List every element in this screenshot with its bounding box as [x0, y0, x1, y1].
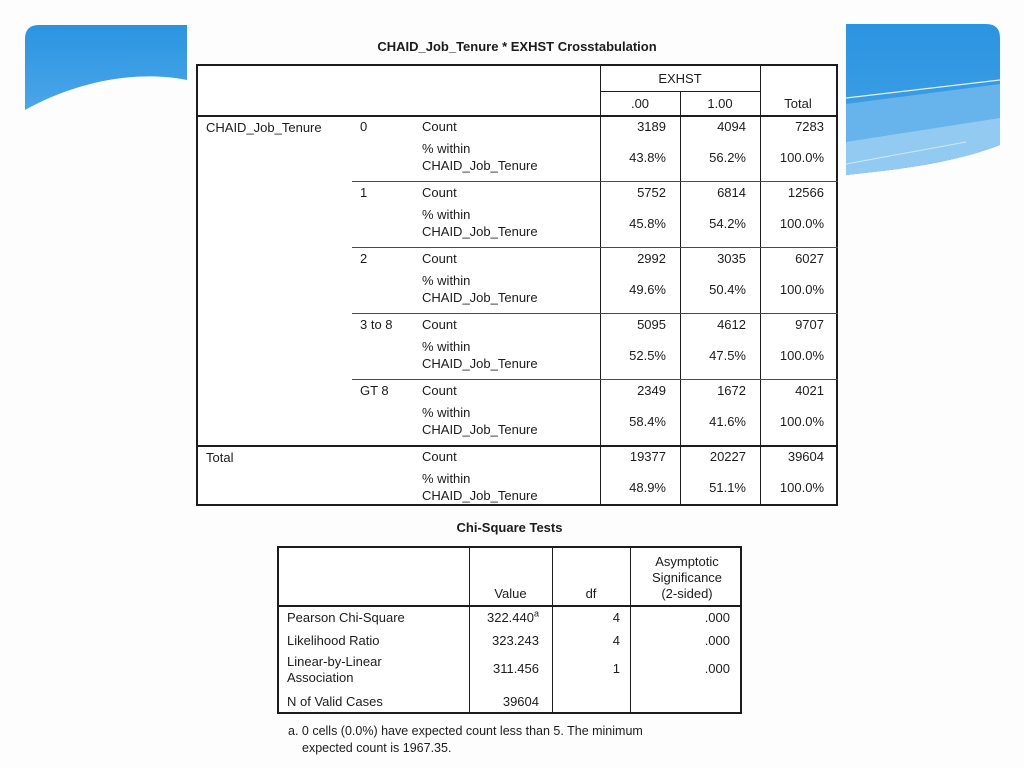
table-cell: 39604 [787, 449, 824, 464]
count-label: Count [422, 185, 457, 200]
value-text: 322.440 [486, 610, 534, 625]
total-row-label: Total [206, 450, 234, 465]
table-cell: 4612 [717, 317, 746, 332]
table-cell: 51.1% [709, 480, 746, 495]
table-cell: 100.0% [779, 282, 824, 297]
table-cell: 47.5% [709, 348, 746, 363]
table-row-group [198, 247, 836, 313]
table-cell: 4 [612, 633, 620, 648]
table-cell: 48.9% [629, 480, 666, 495]
chi-square-title: Chi-Square Tests [456, 520, 563, 535]
table-cell: 3035 [717, 251, 746, 266]
table-cell: 100.0% [779, 216, 824, 231]
count-label: Count [422, 449, 457, 464]
column-header: Value [494, 586, 527, 601]
count-label: Count [422, 251, 457, 266]
table-cell: 2992 [637, 251, 666, 266]
divider [279, 605, 740, 607]
table-cell: 58.4% [629, 414, 666, 429]
table-cell: 2349 [637, 383, 666, 398]
table-cell: 20227 [709, 449, 746, 464]
top-right-swoosh-decoration [846, 24, 1000, 175]
table-cell: 323.243 [492, 633, 539, 648]
pct-label: CHAID_Job_Tenure [422, 422, 538, 437]
row-variable-label: CHAID_Job_Tenure [206, 120, 322, 135]
table-cell: 7283 [795, 119, 824, 134]
table-cell: 5095 [637, 317, 666, 332]
table-cell: 4 [612, 610, 620, 625]
table-cell: 52.5% [629, 348, 666, 363]
table-cell: 3189 [637, 119, 666, 134]
column-header: Significance [651, 570, 723, 585]
category-label: 1 [360, 185, 368, 200]
pct-label: % within [422, 141, 471, 156]
table-row-group [198, 379, 836, 445]
table-cell: 1672 [717, 383, 746, 398]
top-left-swoosh-decoration [25, 25, 187, 110]
divider [552, 548, 553, 712]
table-cell: 100.0% [779, 480, 824, 495]
table-footnote-line-1: a. 0 cells (0.0%) have expected count less than 5. The minimum [288, 724, 643, 738]
pct-label: CHAID_Job_Tenure [422, 290, 538, 305]
footnote-marker: a [533, 608, 539, 619]
table-cell: 56.2% [709, 150, 746, 165]
table-cell: 50.4% [709, 282, 746, 297]
table-cell: 9707 [795, 317, 824, 332]
column-header: (2-sided) [661, 586, 713, 601]
table-cell: 4021 [795, 383, 824, 398]
row-label: Pearson Chi-Square [287, 610, 405, 625]
table-cell: 100.0% [779, 414, 824, 429]
column-group-header: EXHST [658, 71, 702, 86]
count-label: Count [422, 383, 457, 398]
table-cell: 100.0% [779, 150, 824, 165]
table-cell: .000 [704, 633, 730, 648]
column-header: df [585, 586, 597, 601]
pct-label: CHAID_Job_Tenure [422, 356, 538, 371]
table-cell: 5752 [637, 185, 666, 200]
row-label: Linear-by-Linear [287, 654, 382, 669]
crosstab-table [196, 64, 838, 506]
row-label: Likelihood Ratio [287, 633, 380, 648]
category-label: 2 [360, 251, 368, 266]
table-cell: 6027 [795, 251, 824, 266]
pct-label: % within [422, 471, 471, 486]
pct-label: % within [422, 273, 471, 288]
column-header: Total [784, 96, 812, 111]
table-cell: 45.8% [629, 216, 666, 231]
divider [469, 548, 470, 712]
crosstab-title: CHAID_Job_Tenure * EXHST Crosstabulation [377, 39, 657, 54]
table-cell: 39604 [502, 694, 539, 709]
column-header: 1.00 [707, 96, 733, 111]
row-label: Association [287, 670, 354, 685]
table-cell: .000 [704, 661, 730, 676]
table-cell: 6814 [717, 185, 746, 200]
table-cell: 12566 [787, 185, 824, 200]
table-row-group [198, 115, 836, 181]
count-label: Count [422, 119, 457, 134]
table-row-group [198, 181, 836, 247]
table-cell: 311.456 [492, 661, 539, 676]
table-row-group [198, 313, 836, 379]
table-total-row-group [198, 445, 836, 508]
table-cell: 43.8% [629, 150, 666, 165]
table-cell: 49.6% [629, 282, 666, 297]
pct-label: CHAID_Job_Tenure [422, 224, 538, 239]
chi-square-table [277, 546, 742, 714]
divider [600, 91, 760, 92]
table-cell: 1 [612, 661, 620, 676]
table-cell: .000 [704, 610, 730, 625]
table-footnote-line-2: expected count is 1967.35. [302, 741, 452, 755]
pct-label: % within [422, 405, 471, 420]
column-header: Asymptotic [655, 554, 719, 569]
row-label: N of Valid Cases [287, 694, 383, 709]
category-label: 3 to 8 [360, 317, 393, 332]
table-cell: 41.6% [709, 414, 746, 429]
pct-label: CHAID_Job_Tenure [422, 158, 538, 173]
column-header: .00 [630, 96, 650, 111]
category-label: 0 [360, 119, 368, 134]
pct-label: % within [422, 339, 471, 354]
table-cell [465, 610, 539, 625]
pct-label: % within [422, 207, 471, 222]
table-cell: 100.0% [779, 348, 824, 363]
count-label: Count [422, 317, 457, 332]
table-cell: 54.2% [709, 216, 746, 231]
pct-label: CHAID_Job_Tenure [422, 488, 538, 503]
category-label: GT 8 [360, 383, 389, 398]
table-cell: 4094 [717, 119, 746, 134]
table-cell: 19377 [629, 449, 666, 464]
